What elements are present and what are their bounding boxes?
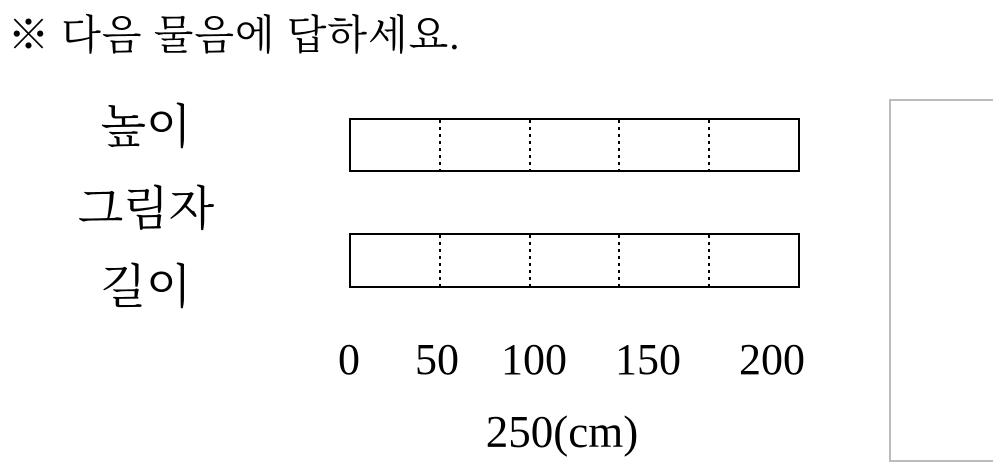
bar-gridline-50 xyxy=(439,235,441,286)
bar-height xyxy=(349,118,800,172)
row-label-shadow-line2: 길이 xyxy=(100,262,192,314)
axis-tick-0: 0 xyxy=(338,335,360,384)
axis-tick-200: 200 xyxy=(739,335,805,384)
bar-gridline-200 xyxy=(708,120,710,170)
row-label-shadow-line1: 그림자 xyxy=(77,184,215,236)
row-label-height: 높이 xyxy=(100,102,192,154)
bar-gridline-150 xyxy=(618,235,620,286)
bar-gridline-100 xyxy=(529,235,531,286)
axis-unit-label: 250(cm) xyxy=(485,407,639,457)
axis-tick-50: 50 xyxy=(415,335,459,384)
bar-gridline-50 xyxy=(439,120,441,170)
axis-tick-150: 150 xyxy=(615,335,681,384)
bar-gridline-200 xyxy=(708,235,710,286)
bar-gridline-100 xyxy=(529,120,531,170)
axis-tick-100: 100 xyxy=(501,335,567,384)
bar-shadow-length xyxy=(349,233,800,288)
page-title: ※ 다음 물음에 답하세요. xyxy=(8,12,461,58)
answer-box xyxy=(889,99,993,462)
bar-gridline-150 xyxy=(618,120,620,170)
